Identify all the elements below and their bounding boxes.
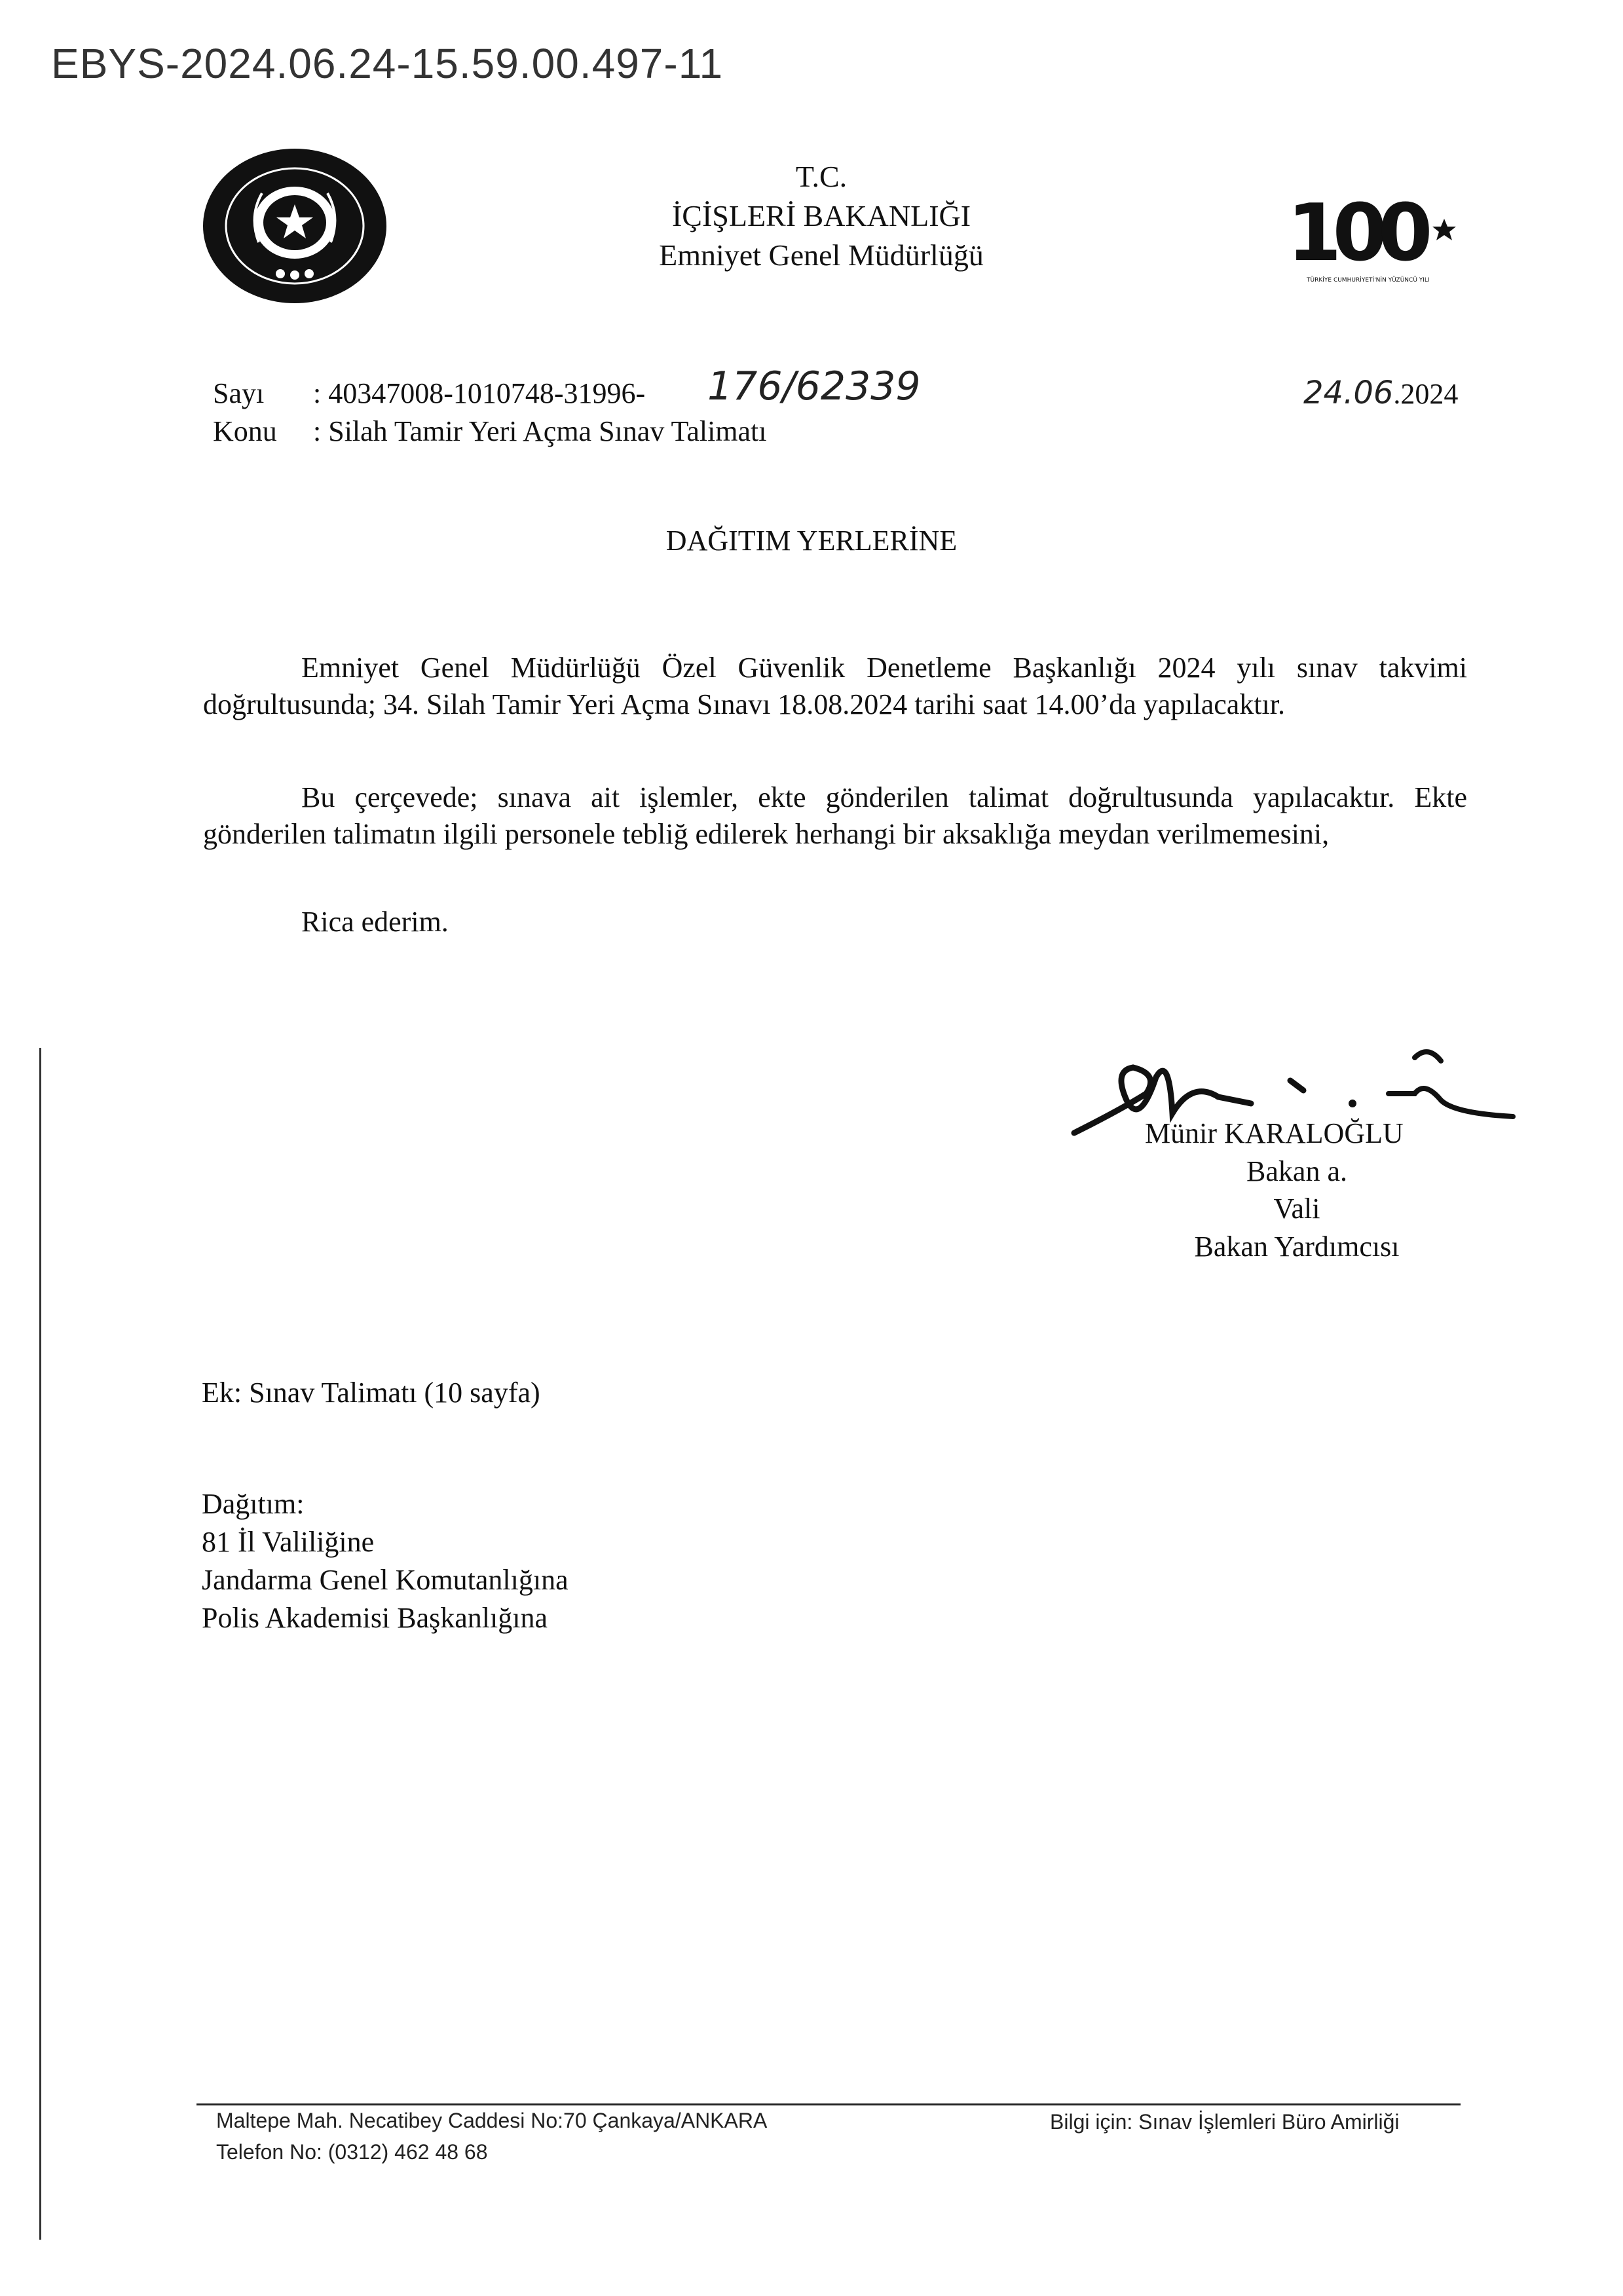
- body-paragraph-2: Bu çerçevede; sınava ait işlemler, ekte gönderilen talimat doğrultusunda yapılacaktır. Ekte gönderilen talimatın ilgili personele tebliğ edilerek herhangi bir aksaklığa meydan verilmemesini,: [203, 781, 1467, 850]
- distribution-item: 81 İl Valiliğine: [202, 1526, 375, 1558]
- header-ministry: İÇİŞLERİ BAKANLIĞI: [671, 199, 971, 232]
- addressee: DAĞITIM YERLERİNE: [665, 525, 958, 557]
- document-date: [1303, 375, 1458, 411]
- header-tc: T.C.: [795, 160, 848, 193]
- date-year: .2024: [1393, 378, 1459, 410]
- centenary-100-text: 100: [1287, 188, 1424, 279]
- signer-name: Münir KARALOĞLU: [1145, 1117, 1404, 1149]
- signer-title-2: Vali: [1273, 1193, 1320, 1225]
- header-directorate: Emniyet Genel Müdürlüğü: [659, 238, 984, 272]
- konu-label: Konu: [213, 415, 277, 447]
- centenary-100-logo-icon: [1287, 185, 1461, 289]
- scan-margin-line: [39, 1048, 41, 2240]
- distribution-label: Dağıtım:: [202, 1488, 305, 1520]
- body-paragraph-1: Emniyet Genel Müdürlüğü Özel Güvenlik Denetleme Başkanlığı 2024 yılı sınav takvimi doğrultusunda; 34. Silah Tamir Yeri Açma Sınavı 18.08.2024 tarihi saat 14.00’da yapılacaktır.: [203, 652, 1467, 720]
- signer-title-3: Bakan Yardımcısı: [1194, 1231, 1400, 1263]
- distribution-item: Polis Akademisi Başkanlığına: [202, 1602, 548, 1634]
- sayi-label: Sayı: [213, 377, 265, 409]
- distribution-item: Jandarma Genel Komutanlığına: [202, 1564, 569, 1596]
- attachment-note: Ek: Sınav Talimatı (10 sayfa): [202, 1377, 540, 1409]
- centenary-tagline: TÜRKİYE CUMHURİYETİ'NİN YÜZÜNCÜ YILI: [1307, 277, 1430, 284]
- sayi-handwritten: 176/62339: [707, 363, 921, 409]
- closing-phrase: Rica ederim.: [301, 906, 449, 938]
- konu-value: : Silah Tamir Yeri Açma Sınav Talimatı: [313, 415, 767, 447]
- document-id: EBYS-2024.06.24-15.59.00.497-11: [51, 40, 724, 87]
- date-handwritten: 24.06: [1303, 375, 1394, 411]
- signer-title-1: Bakan a.: [1246, 1155, 1347, 1187]
- footer-address: Maltepe Mah. Necatibey Caddesi No:70 Çankaya/ANKARA: [216, 2109, 768, 2132]
- sayi-value: : 40347008-1010748-31996-: [313, 377, 646, 409]
- distribution-list: [202, 1485, 569, 1637]
- footer-phone: Telefon No: (0312) 462 48 68: [216, 2140, 488, 2164]
- footer-divider: [196, 2103, 1461, 2105]
- footer-info: Bilgi için: Sınav İşlemleri Büro Amirliği: [1050, 2110, 1400, 2134]
